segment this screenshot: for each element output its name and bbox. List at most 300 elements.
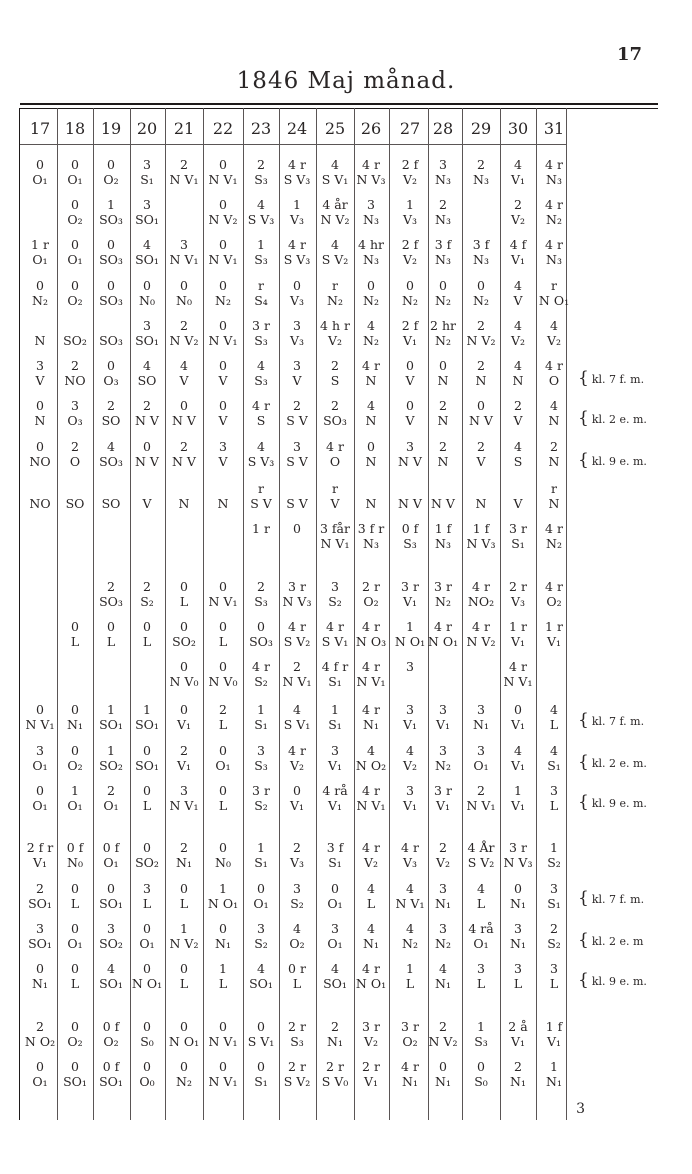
table-cell: [500, 881, 536, 911]
column-header: 29: [470, 119, 492, 138]
cell-direction: O: [69, 454, 81, 469]
table-cell: [164, 743, 204, 773]
cell-strength: r: [258, 481, 264, 496]
cell-direction: SO₁: [28, 896, 52, 911]
table-cell: [352, 237, 390, 267]
cell-direction: N₃: [363, 252, 379, 267]
table-cell: [164, 840, 204, 870]
cell-direction: L: [476, 976, 486, 991]
cell-strength: 4 r: [326, 439, 344, 454]
cell-direction: N₁: [510, 1074, 526, 1089]
table-cell: [92, 439, 130, 469]
table-cell: [316, 439, 354, 469]
cell-strength: 0: [36, 439, 44, 454]
cell-strength: 4 r: [545, 579, 563, 594]
table-cell: [352, 619, 390, 649]
cell-strength: 0 f: [102, 840, 120, 855]
table-cell: [500, 1059, 536, 1089]
cell-strength: 4 r: [326, 619, 344, 634]
table-cell: [316, 783, 354, 813]
cell-strength: 0 r: [288, 961, 306, 976]
cell-strength: [425, 481, 461, 496]
cell-strength: 4 r: [362, 157, 380, 172]
top-rule: [20, 103, 658, 105]
cell-direction: N: [437, 413, 449, 428]
cell-direction: N V₃: [466, 536, 496, 551]
table-cell: [92, 743, 130, 773]
cell-direction: N V: [135, 454, 159, 469]
table-cell: [462, 619, 500, 649]
table-cell: [392, 1059, 428, 1089]
cell-direction: V₂: [510, 333, 526, 348]
cell-strength: 2: [219, 702, 227, 717]
table-cell: [316, 358, 354, 388]
page-number: 17: [616, 44, 642, 65]
table-cell: [316, 237, 354, 267]
cell-direction: N₂: [473, 293, 489, 308]
cell-strength: 2: [36, 881, 44, 896]
cell-direction: L: [70, 976, 80, 991]
table-cell: [164, 481, 204, 511]
table-cell: [242, 881, 280, 911]
table-cell: [242, 197, 280, 227]
cell-strength: [129, 481, 165, 496]
cell-direction: SO₂: [63, 333, 87, 348]
table-cell: [352, 521, 390, 551]
brace-icon: {: [578, 368, 589, 388]
table-cell: [204, 358, 242, 388]
table-cell: [204, 743, 242, 773]
cell-strength: 4 r: [545, 197, 563, 212]
table-cell: [500, 278, 536, 308]
cell-strength: 3 r: [252, 783, 270, 798]
cell-direction: L: [549, 798, 559, 813]
cell-direction: N V₂: [169, 936, 199, 951]
cell-direction: N V₃: [282, 594, 312, 609]
table-cell: [21, 318, 59, 348]
table-cell: [537, 157, 571, 187]
cell-direction: V₁: [510, 172, 526, 187]
cell-strength: 3: [36, 921, 44, 936]
brace-icon: {: [578, 888, 589, 908]
table-cell: [242, 743, 280, 773]
cell-direction: O₀: [139, 1074, 155, 1089]
cell-direction: L: [218, 634, 228, 649]
table-cell: [242, 961, 280, 991]
cell-strength: 4 r: [288, 157, 306, 172]
table-cell: [537, 921, 571, 951]
cell-strength: 3: [107, 921, 115, 936]
table-cell: [500, 840, 536, 870]
cell-strength: 3: [477, 743, 485, 758]
cell-strength: 2: [107, 579, 115, 594]
table-cell: [204, 157, 242, 187]
cell-strength: 3: [293, 358, 301, 373]
cell-strength: 4: [550, 398, 558, 413]
table-cell: [92, 619, 130, 649]
cell-strength: 3 f: [434, 237, 452, 252]
cell-direction: L: [179, 896, 189, 911]
cell-direction: N: [217, 496, 229, 511]
table-cell: [57, 278, 93, 308]
cell-direction: SO₁: [99, 896, 123, 911]
cell-direction: S V₂: [283, 1074, 311, 1089]
cell-strength: 0: [143, 619, 151, 634]
column-header: 26: [360, 119, 382, 138]
cell-direction: N₁: [435, 896, 451, 911]
table-cell: [21, 840, 59, 870]
cell-strength: 2 r: [362, 579, 380, 594]
cell-strength: 2: [477, 783, 485, 798]
cell-strength: 3: [439, 157, 447, 172]
cell-strength: 4: [331, 157, 339, 172]
time-note-label: kl. 7 f. m.: [591, 373, 645, 386]
cell-direction: O₁: [215, 758, 231, 773]
cell-strength: 0: [107, 237, 115, 252]
time-note: [578, 792, 647, 812]
table-cell: [392, 521, 428, 551]
cell-direction: NO: [64, 373, 86, 388]
cell-strength: 2: [514, 1059, 522, 1074]
cell-strength: [92, 318, 130, 333]
cell-direction: [392, 674, 428, 689]
cell-strength: 0 f: [66, 840, 84, 855]
table-cell: [500, 619, 536, 649]
table-cell: [352, 1059, 390, 1089]
column-header: 17: [29, 119, 51, 138]
cell-direction: N₃: [546, 252, 562, 267]
cell-direction: SO₃: [99, 333, 123, 348]
cell-strength: 4 År: [467, 840, 495, 855]
cell-strength: 4: [257, 961, 265, 976]
cell-direction: V₂: [402, 758, 418, 773]
table-cell: [425, 358, 461, 388]
cell-strength: 3: [293, 881, 301, 896]
table-cell: [129, 481, 165, 511]
cell-strength: 2: [293, 659, 301, 674]
cell-strength: 0: [477, 398, 485, 413]
cell-direction: L: [292, 976, 302, 991]
cell-direction: V: [513, 496, 523, 511]
table-cell: [92, 358, 130, 388]
column-header: 21: [173, 119, 195, 138]
cell-strength: 3 r: [252, 318, 270, 333]
cell-direction: V₂: [363, 1034, 379, 1049]
cell-strength: 2: [180, 840, 188, 855]
cell-direction: S V₃: [247, 454, 275, 469]
cell-strength: 3: [406, 439, 414, 454]
time-note: [578, 408, 647, 428]
cell-strength: 4: [406, 921, 414, 936]
table-cell: [392, 659, 428, 689]
cell-strength: 4: [406, 881, 414, 896]
cell-direction: N₀: [215, 855, 231, 870]
cell-direction: V₁: [402, 798, 418, 813]
cell-direction: N₀: [176, 293, 192, 308]
time-note: [578, 970, 647, 990]
cell-strength: 2 r: [509, 579, 527, 594]
cell-strength: 1: [514, 783, 522, 798]
table-cell: [242, 358, 280, 388]
cell-direction: V₂: [510, 212, 526, 227]
column-header: 24: [286, 119, 308, 138]
cell-strength: [21, 318, 59, 333]
time-note: [578, 368, 644, 388]
cell-direction: V₃: [402, 855, 418, 870]
cell-strength: 4: [293, 921, 301, 936]
cell-strength: 3: [406, 659, 414, 674]
table-cell: [204, 481, 242, 511]
cell-strength: 0: [219, 921, 227, 936]
cell-direction: O₁: [32, 252, 48, 267]
cell-direction: L: [142, 896, 152, 911]
table-cell: [129, 398, 165, 428]
table-cell: [164, 659, 204, 689]
table-cell: [21, 881, 59, 911]
time-note-label: kl. 9 e. m.: [591, 797, 647, 810]
cell-direction: SO₁: [99, 976, 123, 991]
cell-strength: 0: [219, 358, 227, 373]
cell-direction: V₁: [402, 717, 418, 732]
cell-direction: L: [70, 896, 80, 911]
cell-direction: SO₃: [99, 293, 123, 308]
cell-direction: O: [548, 373, 560, 388]
cell-direction: N: [34, 333, 46, 348]
cell-strength: 4 r: [362, 961, 380, 976]
cell-direction: S₂: [254, 798, 268, 813]
cell-strength: 0: [71, 237, 79, 252]
cell-direction: SO₂: [99, 936, 123, 951]
cell-direction: L: [549, 976, 559, 991]
cell-direction: S₀: [140, 1034, 154, 1049]
cell-direction: N V: [398, 496, 422, 511]
cell-direction: V₁: [402, 333, 418, 348]
cell-strength: 4: [331, 237, 339, 252]
table-cell: [204, 1019, 242, 1049]
cell-strength: 3: [36, 358, 44, 373]
cell-direction: O₂: [67, 1034, 83, 1049]
cell-direction: N V₁: [320, 536, 350, 551]
cell-strength: 1 f: [434, 521, 452, 536]
cell-strength: 0: [143, 840, 151, 855]
cell-strength: 0: [71, 702, 79, 717]
table-cell: [316, 481, 354, 511]
cell-direction: N: [437, 373, 449, 388]
cell-strength: 1 f: [472, 521, 490, 536]
cell-direction: N V₁: [395, 896, 425, 911]
cell-direction: S V₃: [283, 252, 311, 267]
cell-strength: 0: [219, 743, 227, 758]
cell-strength: 3: [439, 743, 447, 758]
cell-direction: S V₁: [321, 634, 349, 649]
table-cell: [204, 659, 242, 689]
table-cell: [425, 840, 461, 870]
cell-strength: 2: [71, 439, 79, 454]
cell-strength: 4: [367, 318, 375, 333]
cell-strength: 4: [514, 157, 522, 172]
cell-strength: 1: [477, 1019, 485, 1034]
cell-strength: 3: [439, 702, 447, 717]
table-cell: [500, 521, 536, 551]
cell-strength: 1: [257, 840, 265, 855]
table-cell: [537, 197, 571, 227]
cell-direction: L: [476, 896, 486, 911]
cell-direction: S₂: [254, 936, 268, 951]
table-cell: [500, 358, 536, 388]
table-cell: [537, 278, 571, 308]
cell-direction: N: [548, 496, 560, 511]
cell-strength: 2: [180, 439, 188, 454]
table-cell: [352, 579, 390, 609]
table-cell: [392, 921, 428, 951]
cell-direction: V₂: [435, 855, 451, 870]
table-cell: [57, 619, 93, 649]
table-cell: [129, 237, 165, 267]
table-cell: [129, 278, 165, 308]
table-cell: [204, 881, 242, 911]
table-cell: [392, 619, 428, 649]
table-cell: [164, 1059, 204, 1089]
table-cell: [129, 197, 165, 227]
table-cell: [500, 398, 536, 428]
table-cell: [21, 1019, 59, 1049]
table-cell: [57, 881, 93, 911]
cell-strength: 3: [331, 921, 339, 936]
cell-direction: N V₃: [503, 855, 533, 870]
cell-direction: N₁: [363, 936, 379, 951]
cell-strength: 0: [477, 278, 485, 293]
cell-strength: 4 hr: [358, 237, 384, 252]
cell-direction: S V: [286, 496, 308, 511]
cell-direction: V₃: [510, 594, 526, 609]
cell-strength: 4 r: [288, 237, 306, 252]
cell-strength: 4: [107, 439, 115, 454]
table-cell: [352, 1019, 390, 1049]
cell-strength: 2: [514, 197, 522, 212]
cell-strength: 3 f r: [357, 521, 385, 536]
table-cell: [279, 881, 315, 911]
table-cell: [537, 881, 571, 911]
table-cell: [392, 237, 428, 267]
cell-strength: 1: [71, 783, 79, 798]
time-note: [578, 450, 647, 470]
cell-strength: [392, 481, 428, 496]
cell-direction: N: [548, 454, 560, 469]
cell-strength: 0: [219, 840, 227, 855]
cell-strength: 1 r: [252, 521, 270, 536]
table-cell: [316, 961, 354, 991]
cell-direction: N V₁: [356, 798, 386, 813]
cell-direction: S V₁: [283, 717, 311, 732]
cell-strength: 3: [477, 702, 485, 717]
table-cell: [204, 237, 242, 267]
cell-direction: N V₁: [25, 717, 55, 732]
table-cell: [242, 783, 280, 813]
table-cell: [500, 579, 536, 609]
cell-strength: 4 r: [362, 659, 380, 674]
cell-strength: 3: [71, 398, 79, 413]
table-cell: [316, 197, 354, 227]
table-cell: [462, 881, 500, 911]
table-cell: [500, 157, 536, 187]
cell-strength: 0: [107, 358, 115, 373]
cell-strength: 0: [219, 278, 227, 293]
table-cell: [462, 157, 500, 187]
cell-strength: 0: [143, 783, 151, 798]
cell-strength: 0: [406, 398, 414, 413]
cell-strength: 2 hr: [430, 318, 456, 333]
table-cell: [392, 1019, 428, 1049]
table-cell: [392, 439, 428, 469]
table-cell: [537, 237, 571, 267]
table-cell: [352, 840, 390, 870]
cell-direction: V: [405, 373, 415, 388]
cell-direction: O₂: [67, 212, 83, 227]
cell-direction: V₃: [289, 855, 305, 870]
table-cell: [57, 921, 93, 951]
cell-strength: 0: [219, 619, 227, 634]
cell-strength: 0: [219, 1019, 227, 1034]
cell-strength: 0: [180, 579, 188, 594]
cell-strength: 3: [257, 743, 265, 758]
cell-strength: 0: [107, 157, 115, 172]
cell-direction: N₁: [32, 976, 48, 991]
cell-direction: N: [548, 413, 560, 428]
cell-direction: S V₂: [283, 634, 311, 649]
cell-strength: 3: [477, 961, 485, 976]
cell-strength: 4: [257, 439, 265, 454]
cell-strength: 4 rå: [322, 783, 348, 798]
table-cell: [500, 961, 536, 991]
cell-strength: [462, 481, 500, 496]
cell-strength: 4: [293, 702, 301, 717]
cell-direction: N₂: [32, 293, 48, 308]
brace-icon: {: [578, 930, 589, 950]
cell-strength: 4: [514, 358, 522, 373]
table-cell: [279, 1059, 315, 1089]
cell-direction: V₁: [546, 1034, 562, 1049]
table-cell: [279, 521, 315, 551]
brace-icon: {: [578, 710, 589, 730]
cell-direction: SO: [137, 373, 157, 388]
cell-direction: N₁: [327, 1034, 343, 1049]
table-cell: [537, 783, 571, 813]
cell-direction: SO₁: [63, 1074, 87, 1089]
cell-direction: V₁: [289, 798, 305, 813]
cell-strength: [279, 481, 315, 496]
cell-strength: 3 r: [509, 840, 527, 855]
table-cell: [204, 961, 242, 991]
table-cell: [425, 579, 461, 609]
table-cell: [129, 439, 165, 469]
cell-direction: L: [218, 976, 228, 991]
table-cell: [57, 481, 93, 511]
table-cell: [316, 157, 354, 187]
cell-strength: 4 r: [472, 579, 490, 594]
cell-strength: r: [551, 278, 557, 293]
cell-strength: 3: [406, 702, 414, 717]
table-cell: [92, 318, 130, 348]
cell-direction: S V₃: [283, 172, 311, 187]
cell-direction: V₁: [402, 594, 418, 609]
table-cell: [392, 783, 428, 813]
cell-direction: N₂: [327, 293, 343, 308]
time-note-label: kl. 2 e. m: [591, 935, 644, 948]
table-cell: [425, 521, 461, 551]
table-cell: [425, 481, 461, 511]
cell-direction: S: [513, 454, 523, 469]
cell-direction: O₁: [473, 936, 489, 951]
